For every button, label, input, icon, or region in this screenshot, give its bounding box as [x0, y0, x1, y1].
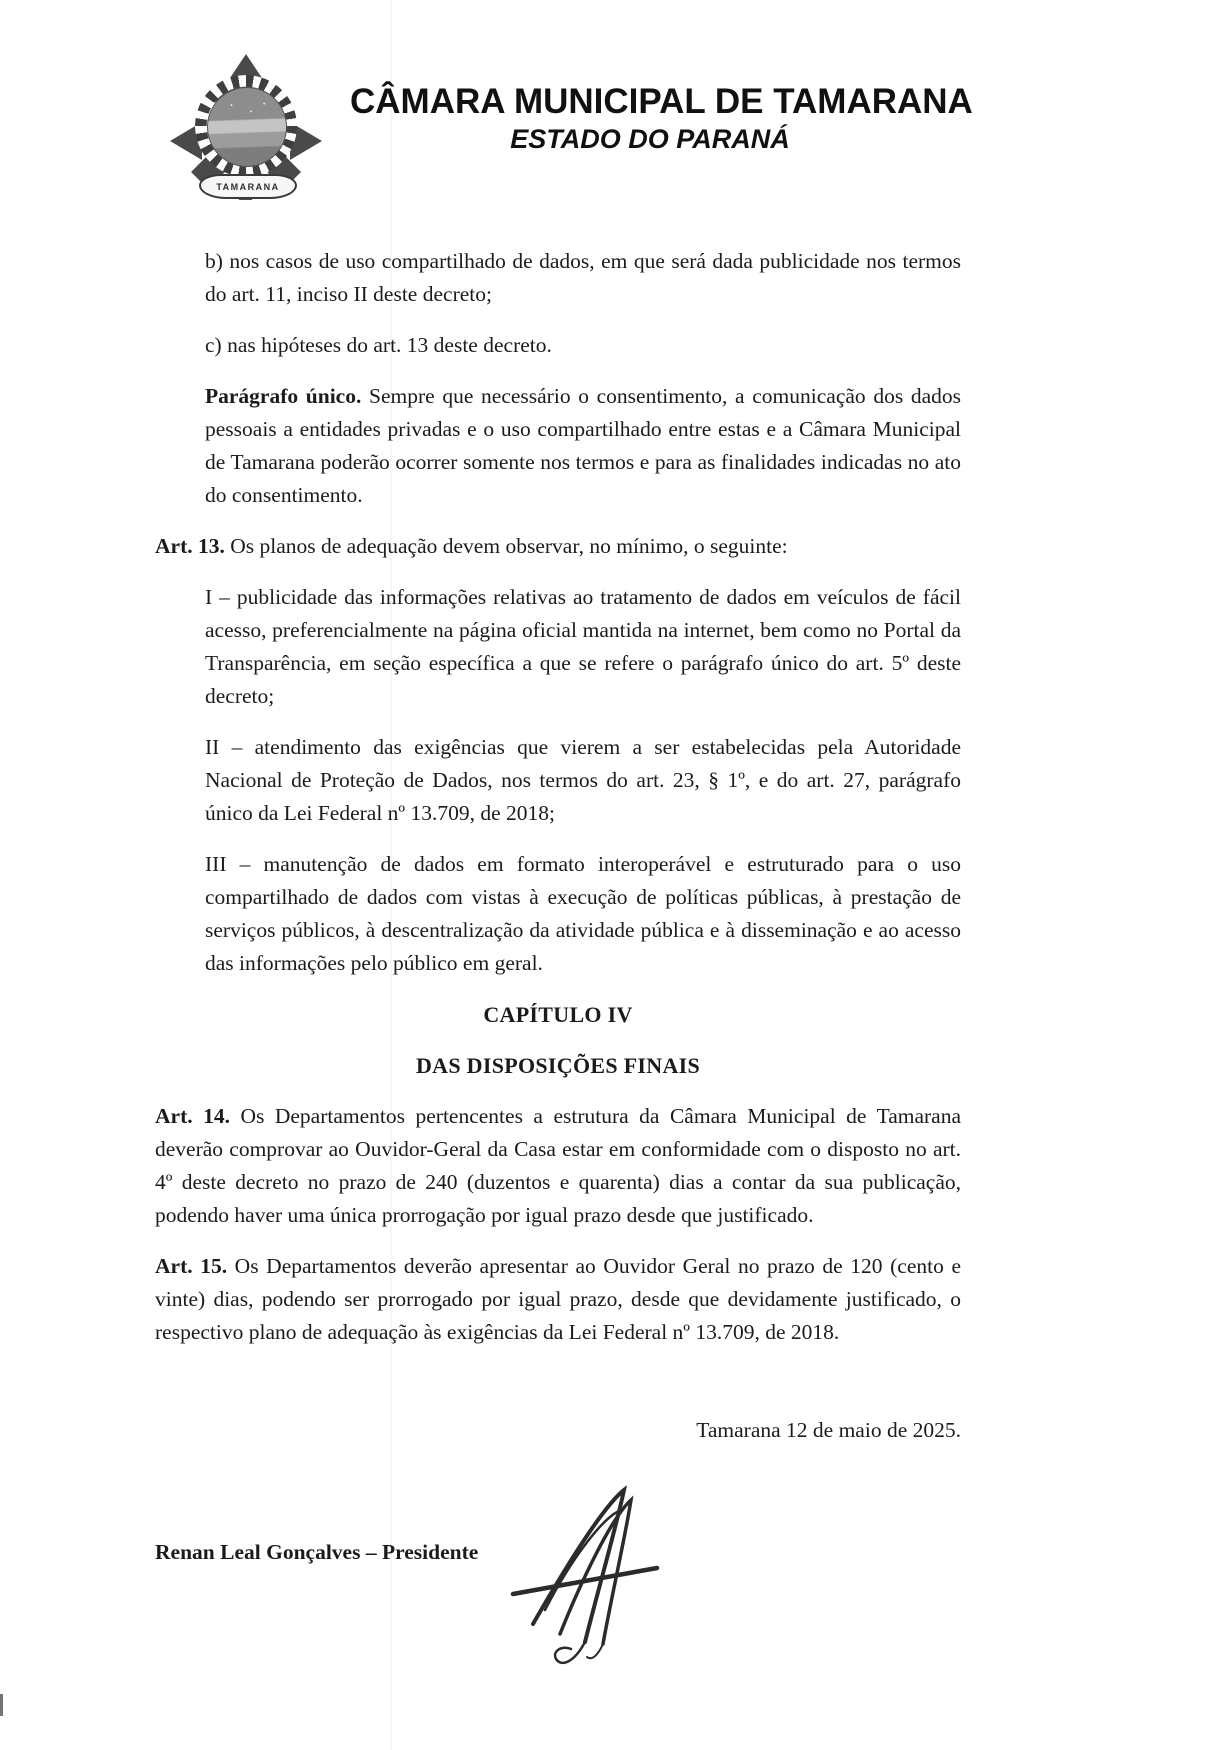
date-line: Tamarana 12 de maio de 2025.	[696, 1418, 961, 1442]
municipal-coat-of-arms-logo	[170, 48, 322, 200]
clause-b: b) nos casos de uso compartilhado de dados, em que será dada publicidade nos termos do art. 11, inciso II deste decreto;	[205, 249, 961, 306]
document-body	[155, 245, 961, 1367]
emblem-ribbon: TAMARANA	[199, 174, 297, 199]
paragrafo-unico	[205, 380, 961, 512]
article-13-text: Os planos de adequação devem observar, no mínimo, o seguinte:	[224, 534, 788, 558]
item-II: II – atendimento das exigências que vierem a ser estabelecidas pela Autoridade Nacional de Proteção de Dados, nos termos do art. 23, § 1º, e do art. 27, parágrafo único da Lei Federal nº 13.709, de 2018;	[205, 735, 961, 825]
article-15-label: Art. 15.	[155, 1254, 228, 1278]
article-15	[155, 1250, 961, 1349]
clause-c: c) nas hipóteses do art. 13 deste decreto.	[205, 333, 552, 357]
organization-subtitle: ESTADO DO PARANÁ	[510, 124, 790, 154]
article-14	[155, 1100, 961, 1232]
paragrafo-unico-label: Parágrafo único.	[205, 384, 362, 408]
chapter-heading: CAPÍTULO IV	[483, 1002, 633, 1027]
letterhead-text	[350, 82, 973, 155]
item-I: I – publicidade das informações relativas ao tratamento de dados em veículos de fácil acesso, preferencialmente na página oficial mantida na internet, bem como no Portal da Transparência, em seção específica a que se refere o parágrafo único do art. 5º deste decreto;	[205, 585, 961, 708]
scan-edge-mark	[0, 1694, 3, 1716]
chapter-subheading: DAS DISPOSIÇÕES FINAIS	[415, 1053, 701, 1078]
organization-title: CÂMARA MUNICIPAL DE TAMARANA	[350, 82, 973, 121]
paragrafo-unico-text: Sempre que necessário o consentimento, a comunicação dos dados pessoais a entidades privadas e o uso compartilhado entre estas e a Câmara Municipal de Tamarana poderão ocorrer somente nos termos e para as finalidades indicadas no ato do consentimento.	[205, 384, 961, 507]
emblem-landscape-globe	[207, 87, 287, 167]
article-14-text: Os Departamentos pertencentes a estrutura da Câmara Municipal de Tamarana deverão comprovar ao Ouvidor-Geral da Casa estar em conformidade com o disposto no art. 4º deste decreto no prazo de 240 (duzentos e quarenta) dias a contar da sua publicação, podendo haver uma única prorrogação por igual prazo desde que justificado.	[155, 1104, 962, 1227]
article-14-label: Art. 14.	[155, 1104, 230, 1128]
signer-name-and-title: Renan Leal Gonçalves – Presidente	[155, 1540, 479, 1564]
article-13	[155, 530, 961, 563]
item-III: III – manutenção de dados em formato interoperável e estruturado para o uso compartilhado de dados com vistas à execução de políticas públicas, à prestação de serviços públicos, à descentralização da atividade pública e à disseminação e ao acesso das informações pelo público em geral.	[205, 852, 961, 975]
handwritten-signature	[505, 1482, 675, 1667]
article-15-text: Os Departamentos deverão apresentar ao Ouvidor Geral no prazo de 120 (cento e vinte) dias, podendo ser prorrogado por igual prazo, desde que devidamente justificado, o respectivo plano de adequação às exigências da Lei Federal nº 13.709, de 2018.	[155, 1254, 961, 1344]
article-13-label: Art. 13.	[155, 534, 225, 558]
